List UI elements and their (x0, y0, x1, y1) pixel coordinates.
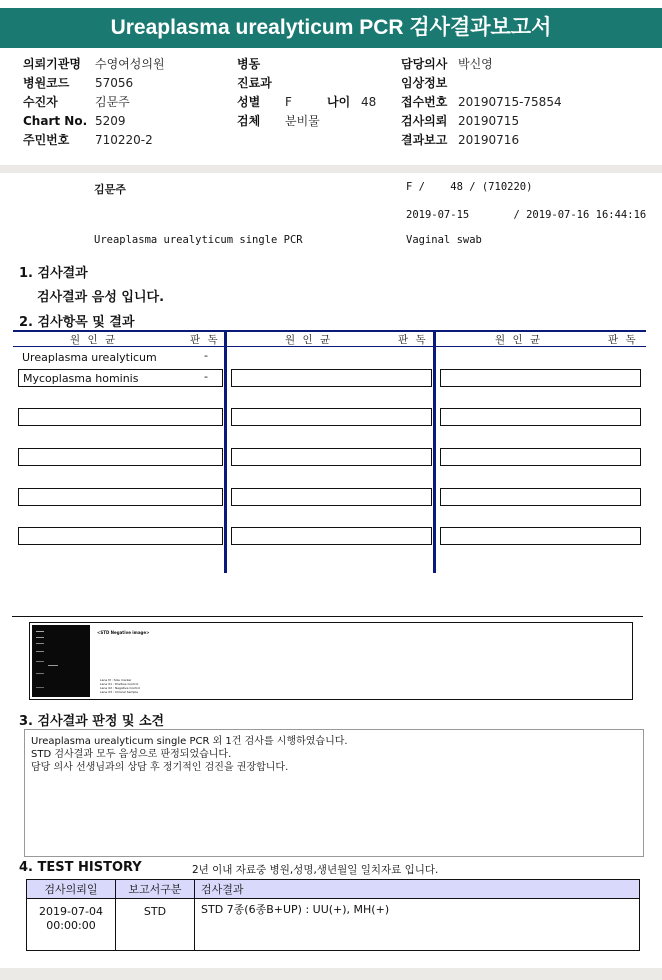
table-row (27, 899, 640, 951)
gel-image (32, 625, 90, 697)
receipt-value: 20190715-75854 (458, 95, 562, 109)
col2-judge-header: 판 독 (398, 334, 428, 346)
col3-judge-header: 판 독 (608, 334, 638, 346)
comment-line: 담당 의사 선생님과의 상담 후 정기적인 검진을 권장합니다. (31, 762, 289, 773)
gel-legend-item: Lane 02 : Negative Control (100, 686, 141, 690)
summary-specimen: Vaginal swab (406, 234, 482, 246)
hospital-code-value: 57056 (95, 76, 134, 90)
history-result: STD 7종(6종B+UP) : UU(+), MH(+) (195, 899, 640, 951)
age-label: 나이 (327, 95, 351, 109)
specimen-value: 분비물 (285, 114, 320, 128)
summary-sex-age: F / 48 / (710220) (406, 181, 533, 193)
header-separator (0, 165, 662, 173)
doctor-value: 박신영 (458, 57, 493, 71)
sex-value: F (285, 95, 292, 109)
institution-value: 수영여성의원 (95, 57, 165, 71)
chart-no-label: Chart No. (23, 114, 88, 128)
table-cell (231, 448, 432, 466)
item-2-result: - (204, 370, 208, 383)
ward-label: 병동 (237, 57, 261, 71)
table-cell (440, 488, 641, 506)
section2-title: 2. 검사항목 및 결과 (19, 315, 135, 330)
table-cell (231, 369, 432, 387)
gel-legend-item: Lane 03 : Clinical Sample (100, 690, 138, 694)
comment-text (31, 735, 348, 774)
sex-label: 성별 (237, 95, 261, 109)
item-2-name: Mycoplasma hominis (23, 372, 139, 385)
clinical-label: 임상정보 (401, 76, 448, 90)
table-divider-1 (224, 330, 227, 573)
section3-title: 3. 검사결과 판정 및 소견 (19, 714, 165, 729)
history-header: 보고서구분 (116, 880, 195, 899)
table-cell (440, 369, 641, 387)
gel-legend-item: Lane 01 : Positive Control (100, 682, 139, 686)
table-cell (440, 527, 641, 545)
table-cell (231, 488, 432, 506)
gel-legend (100, 678, 140, 694)
request-label: 검사의뢰 (401, 114, 448, 128)
specimen-label: 검체 (237, 114, 261, 128)
table-cell (440, 408, 641, 426)
history-date: 2019-07-04 (39, 905, 103, 918)
resident-no-value: 710220-2 (95, 133, 153, 147)
dept-label: 진료과 (237, 76, 272, 90)
history-header: 검사의뢰일 (27, 880, 116, 899)
gel-separator (12, 616, 643, 617)
history-table (26, 879, 640, 951)
age-value: 48 (361, 95, 377, 109)
gel-legend-item: Lane M : Size marker (100, 678, 132, 682)
table-cell (231, 408, 432, 426)
report-value: 20190716 (458, 133, 520, 147)
history-date-cell (27, 899, 116, 951)
table-cell (18, 408, 223, 426)
summary-dates: 2019-07-15 / 2019-07-16 16:44:16 (406, 209, 647, 221)
section1-title: 1. 검사결과 (19, 266, 88, 281)
chart-no-value: 5209 (95, 114, 126, 128)
history-header: 검사결과 (195, 880, 640, 899)
summary-test-name: Ureaplasma urealyticum single PCR (94, 234, 303, 246)
recipient-value: 김문주 (95, 95, 130, 109)
table-divider-2 (433, 330, 436, 573)
col1-judge-header: 판 독 (190, 334, 220, 346)
col1-cause-header: 원 인 균 (70, 334, 118, 346)
request-value: 20190715 (458, 114, 520, 128)
report-label: 결과보고 (401, 133, 448, 147)
header-col-3 (401, 55, 651, 150)
report-title: Ureaplasma urealyticum PCR 검사결과보고서 (0, 8, 662, 48)
hospital-code-label: 병원코드 (23, 76, 70, 90)
comment-line: Ureaplasma urealyticum single PCR 외 1건 검사를 시행하였습니다. (31, 736, 348, 747)
table-cell (18, 488, 223, 506)
footer-band (0, 968, 662, 980)
section4-title: 4. TEST HISTORY (19, 860, 142, 875)
table-cell (440, 448, 641, 466)
gel-caption: <STD Negative image> (97, 630, 150, 635)
summary-name: 김문주 (94, 183, 126, 196)
comment-line: STD 검사결과 모두 음성으로 판정되었습니다. (31, 749, 232, 760)
item-1-name: Ureaplasma urealyticum (22, 351, 157, 364)
resident-no-label: 주민번호 (23, 133, 70, 147)
history-note: 2년 이내 자료중 병원,성명,생년월일 일치자료 입니다. (192, 864, 439, 876)
gel-bands (32, 625, 90, 697)
section1-result: 검사결과 음성 입니다. (37, 290, 165, 305)
header-col-1 (23, 55, 233, 150)
receipt-label: 접수번호 (401, 95, 448, 109)
table-cell (18, 527, 223, 545)
item-1-result: - (204, 349, 208, 362)
doctor-label: 담당의사 (401, 57, 448, 71)
history-time: 00:00:00 (46, 919, 96, 932)
col2-cause-header: 원 인 균 (285, 334, 333, 346)
table-cell (231, 527, 432, 545)
institution-label: 의뢰기관명 (23, 57, 81, 71)
history-type: STD (116, 899, 195, 951)
header-col-2 (237, 55, 397, 131)
table-cell (18, 448, 223, 466)
recipient-label: 수진자 (23, 95, 58, 109)
col3-cause-header: 원 인 균 (495, 334, 543, 346)
